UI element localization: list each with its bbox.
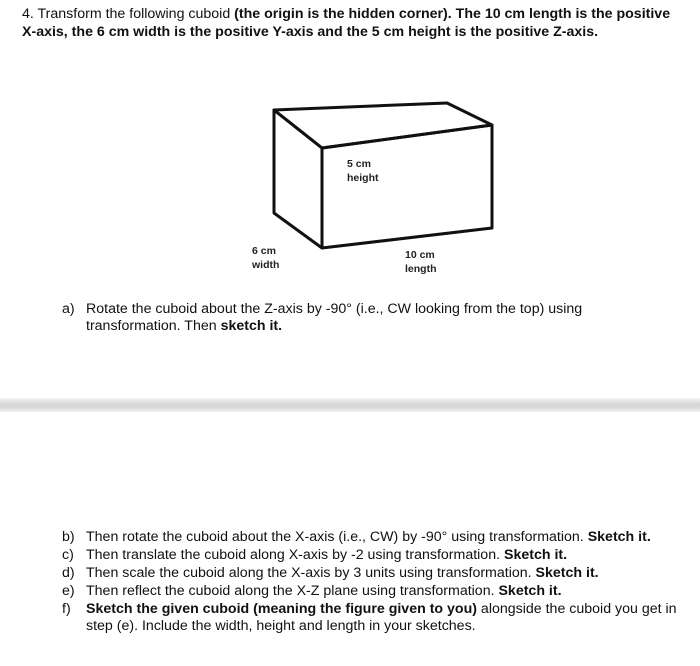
part-b-text: Then rotate the cuboid about the X-axis (i.e., CW) by -90° using transformation. [86,529,588,545]
part-a-bold: sketch it. [220,318,283,334]
section-divider [0,398,700,412]
cuboid-side-face [274,110,322,248]
length-label [405,248,437,276]
cuboid-front-face [322,125,492,248]
part-e-text: Then reflect the cuboid along the X-Z plane using transformation. [86,583,499,599]
part-c-tag: c) [62,547,74,563]
cuboid-drawing [240,96,510,296]
part-b-bold: Sketch it. [587,529,651,545]
parts-list [62,529,692,636]
part-b [62,529,692,546]
part-a-tag: a) [62,301,75,317]
length-value: 10 cm [405,249,435,261]
part-f-tag: f) [62,601,71,617]
height-word: height [347,172,379,184]
part-a-text: Rotate the cuboid about the Z-axis by -90° (i.e., CW looking from the top) using transformation. Then [86,301,583,334]
part-d-tag: d) [62,565,75,581]
part-c [62,547,692,564]
part-f [62,601,692,635]
part-e [62,583,692,600]
part-e-bold: Sketch it. [498,583,562,599]
width-value: 6 cm [252,245,276,257]
part-c-text: Then translate the cuboid along X-axis by -2 using transformation. [86,547,504,563]
width-label [252,244,279,272]
part-f-bold: Sketch the given cuboid (meaning the figure given to you) [86,601,477,617]
part-f-text: alongside the cuboid you get in step (e). Include the width, height and length in your sketches. [86,601,677,634]
question-number: 4. [22,6,34,22]
height-value: 5 cm [347,158,371,170]
part-d-bold: Sketch it. [535,565,599,581]
question-header [22,5,682,41]
part-c-bold: Sketch it. [503,547,568,563]
height-label [347,157,379,185]
width-word: width [252,259,280,271]
cuboid-figure [240,96,510,296]
length-word: length [405,263,437,275]
part-d [62,565,692,582]
part-d-text: Then scale the cuboid along the X-axis by 3 units using transformation. [86,565,536,581]
question-intro-bold: (the origin is the hidden corner). The 10 cm length is the positive X-axis, the 6 cm width is the positive Y-axis and the 5 cm height is the positive Z-axis. [22,6,671,40]
part-b-tag: b) [62,529,75,545]
question-intro: Transform the following cuboid [37,6,235,22]
part-e-tag: e) [62,583,75,599]
part-a [62,301,662,335]
